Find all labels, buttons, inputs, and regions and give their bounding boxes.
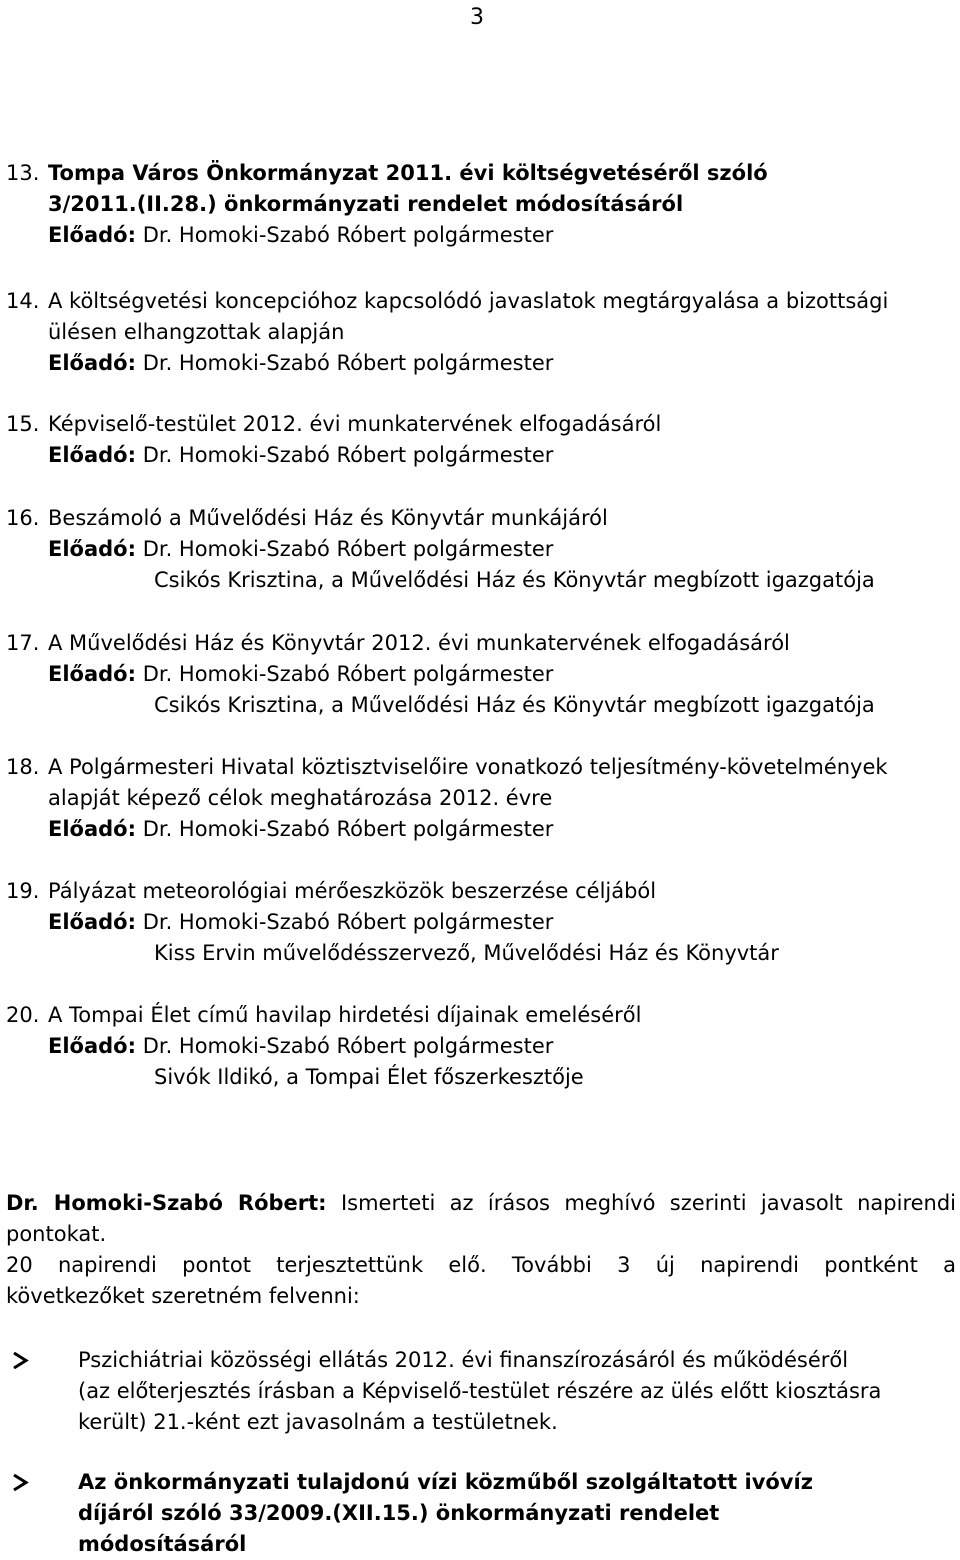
item-number: 19.	[6, 879, 40, 903]
co-presenter: Kiss Ervin művelődésszervező, Művelődési Ház és Könyvtár	[154, 941, 779, 965]
speaker-name: Dr. Homoki-Szabó Róbert:	[6, 1191, 327, 1215]
presenter-line: Előadó: Dr. Homoki-Szabó Róbert polgármester	[48, 223, 554, 247]
agenda-item-14	[6, 286, 956, 379]
presenter-line: Előadó: Dr. Homoki-Szabó Róbert polgármester	[48, 537, 554, 561]
agenda-item-19	[6, 876, 956, 969]
item-number: 16.	[6, 506, 40, 530]
speech-paragraph: Dr. Homoki-Szabó Róbert: Ismerteti az írásos meghívó szerinti javasolt napirendi pontokat. 20 napirendi pontot terjesztettünk elő. További 3 új napirendi pontként a következőket szeretném felvenni:	[6, 1191, 957, 1308]
bullet-item: Pszichiátriai közösségi ellátás 2012. évi finanszírozásáról és működéséről (az előterjesztés írásban a Képviselő-testület részére az ülés előtt kiosztásra került) 21.-ként ezt javasolnám a testületnek.	[6, 1345, 956, 1438]
item-number: 17.	[6, 631, 40, 655]
presenter-line: Előadó: Dr. Homoki-Szabó Róbert polgármester	[48, 910, 554, 934]
page-number: 3	[470, 5, 484, 30]
item-title: Pályázat meteorológiai mérőeszközök beszerzése céljából	[48, 879, 657, 903]
item-title: A költségvetési koncepcióhoz kapcsolódó javaslatok megtárgyalása a bizottsági	[48, 289, 889, 313]
item-number: 20.	[6, 1003, 40, 1027]
agenda-item-13	[6, 158, 956, 251]
item-number: 14.	[6, 289, 40, 313]
presenter-line: Előadó: Dr. Homoki-Szabó Róbert polgármester	[48, 351, 554, 375]
item-title-cont: 3/2011.(II.28.) önkormányzati rendelet módosításáról	[48, 192, 684, 216]
presenter-line: Előadó: Dr. Homoki-Szabó Róbert polgármester	[48, 443, 554, 467]
item-title: A Polgármesteri Hivatal köztisztviselőire vonatkozó teljesítmény-követelmények	[48, 755, 888, 779]
presenter-line: Előadó: Dr. Homoki-Szabó Róbert polgármester	[48, 662, 554, 686]
arrow-bullet-icon	[6, 1345, 36, 1376]
agenda-item-16	[6, 503, 956, 596]
agenda-item-20	[6, 1000, 956, 1093]
item-number: 13.	[6, 161, 40, 185]
bullet-item: Az önkormányzati tulajdonú vízi közműből szolgáltatott ivóvíz díjáról szóló 33/2009.(XII.15.) önkormányzati rendelet módosításáról	[6, 1467, 956, 1560]
co-presenter: Csikós Krisztina, a Művelődési Ház és Könyvtár megbízott igazgatója	[154, 568, 875, 592]
item-title: A Tompai Élet című havilap hirdetési díjainak emeléséről	[48, 1003, 642, 1027]
item-title: Tompa Város Önkormányzat 2011. évi költségvetéséről szóló	[48, 161, 768, 185]
agenda-item-15	[6, 409, 956, 471]
item-title: Képviselő-testület 2012. évi munkatervének elfogadásáról	[48, 412, 662, 436]
presenter-line: Előadó: Dr. Homoki-Szabó Róbert polgármester	[48, 817, 554, 841]
co-presenter: Csikós Krisztina, a Művelődési Ház és Könyvtár megbízott igazgatója	[154, 693, 875, 717]
item-title-cont: ülésen elhangzottak alapján	[48, 320, 345, 344]
item-title: A Művelődési Ház és Könyvtár 2012. évi munkatervének elfogadásáról	[48, 631, 790, 655]
presenter-line: Előadó: Dr. Homoki-Szabó Róbert polgármester	[48, 1034, 554, 1058]
item-title-cont: alapját képező célok meghatározása 2012. évre	[48, 786, 553, 810]
item-number: 18.	[6, 755, 40, 779]
item-number: 15.	[6, 412, 40, 436]
arrow-bullet-icon	[6, 1467, 36, 1498]
item-title: Beszámoló a Művelődési Ház és Könyvtár munkájáról	[48, 506, 608, 530]
agenda-item-18	[6, 752, 956, 845]
co-presenter: Sivók Ildikó, a Tompai Élet főszerkesztője	[154, 1065, 584, 1089]
agenda-item-17	[6, 628, 956, 721]
